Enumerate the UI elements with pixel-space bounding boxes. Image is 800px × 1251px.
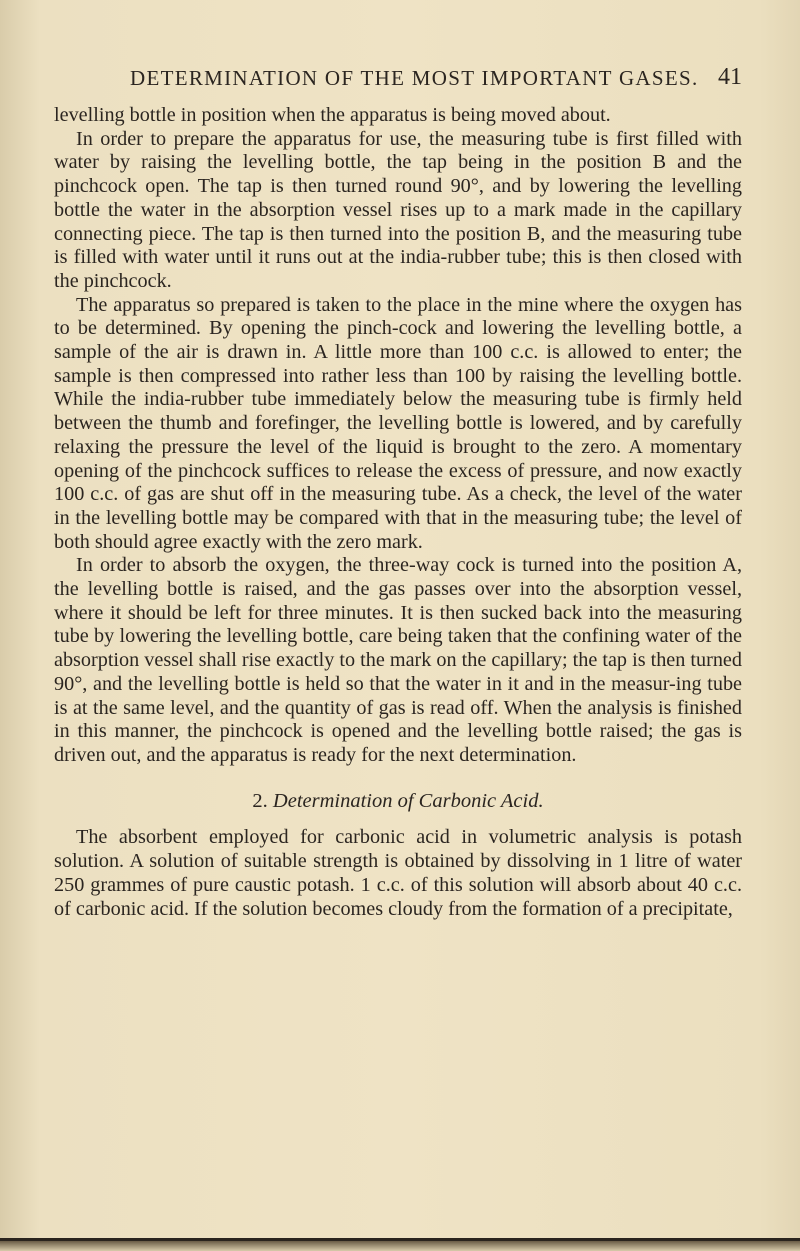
section-number: 2. [252, 789, 268, 812]
paragraph: The absorbent employed for carbonic acid in volumetric analysis is potash solution. A solution of suitable strength is obtained by dissolving in 1 litre of water 250 grammes of pure caustic potash. 1 c.c. of this solution will absorb about 40 c.c. of carbonic acid. If the solution becomes cloudy from the formation of a precipitate, [54, 826, 742, 920]
running-head [130, 66, 742, 96]
body-text [54, 104, 742, 921]
page-edge-shadow [0, 1241, 800, 1251]
paragraph: The apparatus so prepared is taken to the place in the mine where the oxygen has to be determined. By opening the pinch-cock and lowering the levelling bottle, a sample of the air is drawn in. A little more than 100 c.c. is allowed to enter; the sample is then compressed into rather less than 100 by raising the levelling bottle. While the india-rubber tube immediately below the measuring tube is firmly held between the thumb and forefinger, the levelling bottle is lowered, and by carefully relaxing the pressure the level of the liquid is brought to the zero. A momentary opening of the pinchcock suffices to release the excess of pressure, and now exactly 100 c.c. of gas are shut off in the measuring tube. As a check, the level of the water in the levelling bottle may be compared with that in the measuring tube; the level of both should agree exactly with the zero mark. [54, 293, 742, 553]
paragraph: In order to prepare the apparatus for use, the measuring tube is first filled with water by raising the levelling bottle, the tap being in the position B and the pinchcock open. The tap is then turned round 90°, and by lowering the levelling bottle the water in the absorption vessel rises up to a mark made in the capillary connecting piece. The tap is then turned into the position B, and the measuring tube is filled with water until it runs out at the india-rubber tube; this is then closed with the pinchcock. [54, 127, 742, 292]
page-number: 41 [718, 64, 742, 90]
paragraph: In order to absorb the oxygen, the three-way cock is turned into the position A, the levelling bottle is raised, and the gas passes over into the absorption vessel, where it should be left for three minutes. It is then sucked back into the measuring tube by lowering the levelling bottle, care being taken that the confining water of the absorption vessel shall rise exactly to the mark on the capillary; the tap is then turned 90°, and the levelling bottle is held so that the water in it and in the measur-ing tube is at the same level, and the quantity of gas is read off. When the analysis is finished in this manner, the pinchcock is opened and the levelling bottle raised; the gas is driven out, and the apparatus is ready for the next determination. [54, 554, 742, 766]
paragraph: levelling bottle in position when the apparatus is being moved about. [54, 104, 611, 126]
section-title: Determination of Carbonic Acid. [272, 789, 544, 812]
section-heading [54, 790, 742, 814]
running-head-title: DETERMINATION OF THE MOST IMPORTANT GASES. [130, 66, 699, 90]
